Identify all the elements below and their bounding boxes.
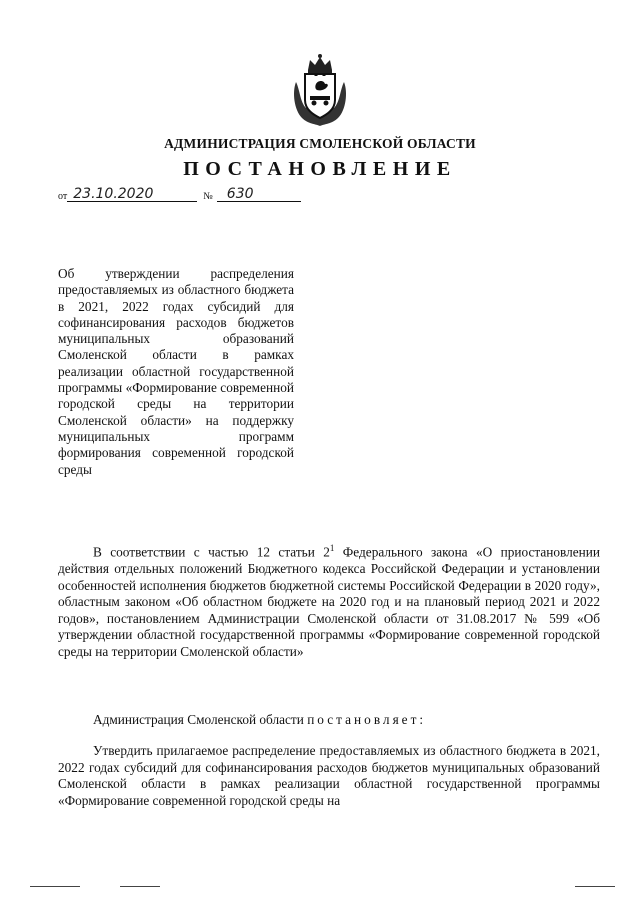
- document-number: 630: [217, 187, 301, 202]
- document-subject: Об утверждении распределения предоставляемых из областного бюджета в 2021, 2022 годах субсидий для софинансирования расходов бюджетов муниципальных образований Смоленской области в рамках реализации областной государственной программы «Формирование современной городской среды на территории Смоленской области» на поддержку муниципальных программ формирования современной городской среды: [58, 266, 294, 477]
- decree-statement: [58, 712, 600, 729]
- date-number-line: [58, 187, 301, 202]
- date-prefix: от: [58, 191, 68, 202]
- article-superscript: 1: [329, 543, 335, 553]
- decree-verb: постановляет:: [307, 712, 427, 727]
- preamble-text-start: В соответствии с частью 12 статьи 2: [93, 544, 330, 560]
- document-date: 23.10.2020: [67, 187, 197, 202]
- organization-title: АДМИНИСТРАЦИЯ СМОЛЕНСКОЙ ОБЛАСТИ: [164, 136, 476, 151]
- footer-rule-left: [30, 886, 80, 887]
- document-type-title: ПОСТАНОВЛЕНИЕ: [183, 158, 457, 180]
- resolution-paragraph-1: Утвердить прилагаемое распределение предоставляемых из областного бюджета в 2021, 2022 годах субсидий для софинансирования расходов бюджетов муниципальных образований Смоленской области в рамках реализации областной государственной программы «Формирование современной городской среды на: [58, 743, 600, 808]
- preamble-text-end: Федерального закона «О приостановлении действия отдельных положений Бюджетного кодекса Российской Федерации и установлении особенностей исполнения бюджетов бюджетной системы Российской Федерации в 2020 году», областным законом «Об областном бюджете на 2020 год и на плановый период 2021 и 2022 годов», постановлением Администрации Смоленской области от 31.08.2017 № 599 «Об утверждении областной государственной программы «Формирование современной городской среды на территории Смоленской области»: [58, 544, 600, 659]
- coat-of-arms-emblem: [290, 52, 350, 128]
- footer-rule-right: [575, 886, 615, 887]
- footer-rule-mid: [120, 886, 160, 887]
- preamble-paragraph: [58, 540, 600, 661]
- decree-subject: Администрация Смоленской области: [93, 712, 308, 727]
- number-prefix: №: [203, 191, 213, 202]
